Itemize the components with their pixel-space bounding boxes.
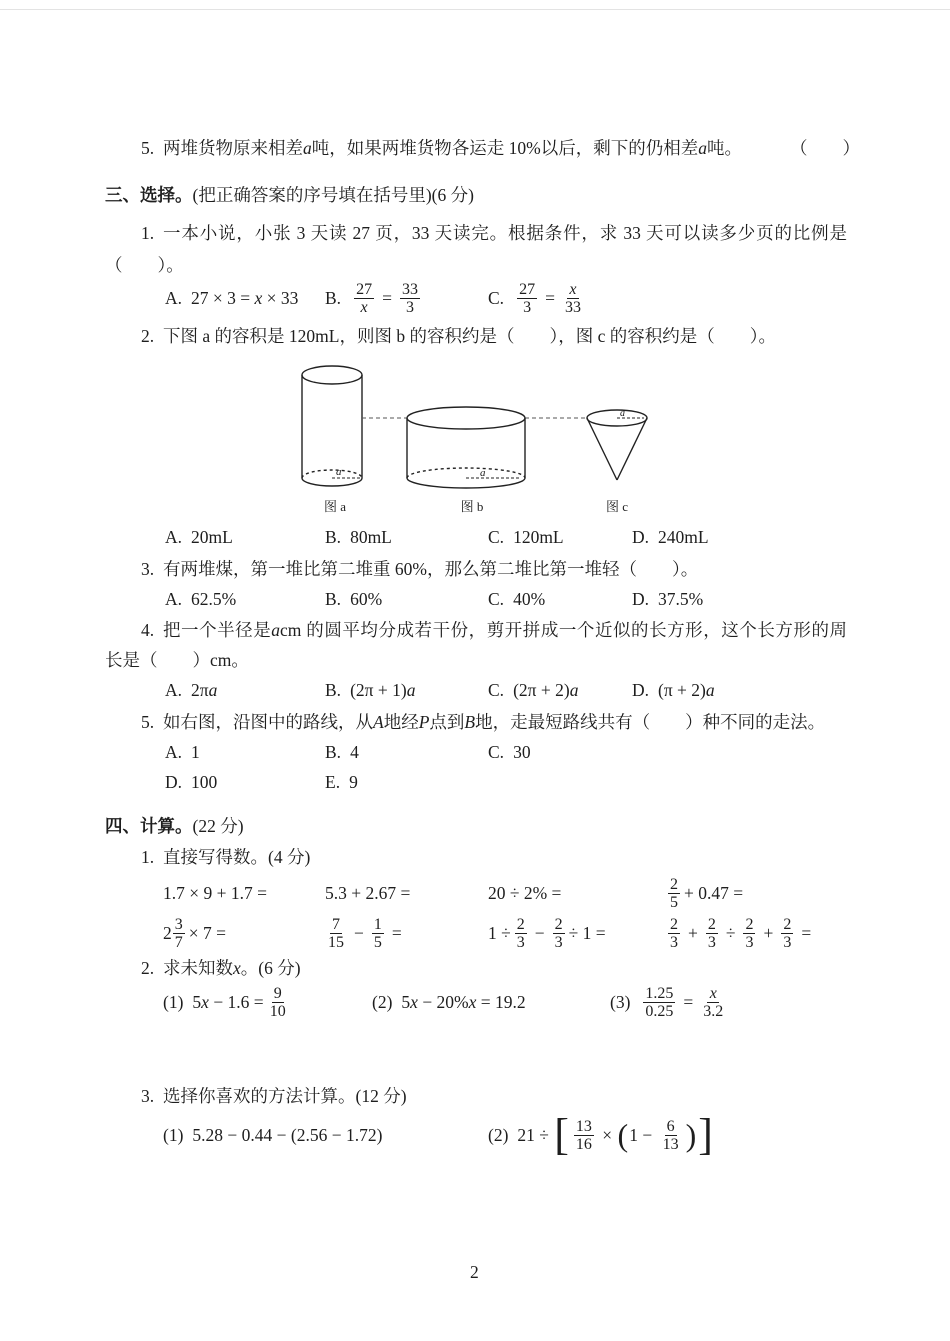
text-segment: 地经 — [383, 712, 419, 732]
radius-mark: a — [336, 466, 342, 478]
figure-b-caption: 图 b — [460, 499, 484, 514]
variable-a: a — [208, 680, 218, 700]
expr-text: + 0.47 = — [684, 882, 744, 903]
fraction — [268, 985, 288, 1020]
s3-q2-number: 2. — [141, 326, 155, 346]
text-segment: 如右图，沿图中的路线，从 — [163, 712, 373, 732]
fraction — [515, 916, 527, 951]
s3-q4-option-d — [632, 678, 715, 702]
option-label: A. — [165, 287, 183, 308]
left-bracket: [ — [554, 1110, 569, 1159]
option-label: B. — [325, 287, 342, 308]
cylinder-a-base-front — [302, 478, 362, 486]
option-text: 80mL — [350, 527, 392, 547]
equals-sign: = — [801, 922, 812, 943]
fraction — [173, 916, 185, 951]
item-label: (1) — [163, 991, 184, 1012]
s3-q1-number: 1. — [141, 223, 155, 243]
expr-text: × 7 = — [188, 922, 226, 943]
s4-q2-number: 2. — [141, 958, 155, 978]
denominator: 16 — [575, 1135, 592, 1153]
calc-item — [664, 913, 815, 953]
s3-q4-option-c — [488, 678, 578, 702]
equals-sign: = — [683, 991, 694, 1012]
s3-q2-option-c — [488, 525, 564, 549]
s3-q4-number: 4. — [141, 620, 155, 640]
denominator: 3 — [523, 298, 532, 316]
fraction — [701, 985, 725, 1020]
denominator: 15 — [328, 933, 344, 951]
expr-text: 21 ÷ — [517, 1124, 554, 1145]
option-label: B. — [325, 742, 342, 762]
cylinder-a — [302, 366, 362, 486]
left-paren: ( — [617, 1117, 629, 1153]
text-segment: 求未知数 — [163, 958, 233, 978]
fraction — [563, 281, 583, 316]
s4-q2-text — [163, 956, 301, 980]
numerator: 2 — [670, 875, 678, 893]
s3-q2-text: 下图 a 的容积是 120mL，则图 b 的容积约是（ ），图 c 的容积约是（ ）。 — [163, 326, 776, 346]
denominator: 3 — [516, 933, 525, 951]
s3-q3-option-c — [488, 587, 545, 611]
fraction — [661, 1118, 681, 1153]
denominator: x — [360, 298, 368, 316]
numerator: 1 — [373, 915, 382, 933]
cone-c-right-side — [617, 418, 647, 480]
fraction — [354, 281, 374, 316]
denominator: 7 — [174, 933, 183, 951]
s3-q2-option-b — [325, 525, 392, 549]
option-label: A. — [165, 527, 183, 547]
text-segment: 吨，如果两堆货物各运走 10%以后，剩下的仍相差 — [311, 138, 699, 158]
option-label: C. — [488, 527, 505, 547]
variable-a: a — [705, 680, 715, 700]
numerator: 27 — [356, 280, 373, 298]
fraction — [372, 916, 384, 951]
s3-q4-option-a — [165, 678, 217, 702]
numerator: x — [567, 281, 579, 299]
section-note: (22 分) — [192, 816, 244, 836]
s3-q5-number: 5. — [141, 712, 155, 732]
variable-x: x — [410, 991, 418, 1012]
whole-number: 2 — [163, 922, 172, 943]
denominator: 33 — [564, 298, 581, 316]
numerator: 2 — [554, 915, 563, 933]
option-label: B. — [325, 527, 342, 547]
s3-q3-number: 3. — [141, 559, 155, 579]
s3-q5-option-c — [488, 740, 531, 764]
s3-q2-option-d — [632, 525, 709, 549]
point-p: P — [418, 712, 430, 732]
fraction — [326, 916, 346, 951]
s3-q1-option-a — [165, 278, 298, 318]
expr-text: ÷ 1 = — [568, 922, 606, 943]
point-a: A — [373, 712, 384, 732]
text-segment: 。(6 分) — [240, 958, 301, 978]
fraction — [517, 281, 537, 316]
s3-q5-text — [163, 710, 825, 734]
option-label: E. — [325, 772, 341, 792]
denominator: 3.2 — [703, 1002, 724, 1020]
variable-a: a — [569, 680, 579, 700]
section4-heading — [105, 814, 244, 838]
option-label: A. — [165, 589, 183, 609]
fraction — [553, 916, 565, 951]
cylinder-b-top — [407, 407, 525, 429]
expr-text: 5.3 + 2.67 = — [325, 882, 411, 903]
cylinder-b — [407, 407, 525, 488]
s3-q4-text-line2: 长是（ ）cm。 — [105, 650, 249, 670]
option-label: C. — [488, 680, 505, 700]
variable-x: x — [201, 991, 209, 1012]
text-segment: 地，走最短路线共有（ ）种不同的走法。 — [475, 712, 826, 732]
equals-sign: = — [391, 922, 402, 943]
operator: − — [354, 922, 364, 943]
calc-item — [163, 913, 226, 953]
option-label: C. — [488, 287, 505, 308]
right-bracket: ] — [698, 1110, 713, 1159]
cone-c-left-side — [587, 418, 617, 480]
point-b: B — [464, 712, 476, 732]
operator: − — [534, 922, 545, 943]
variable-a: a — [303, 138, 312, 158]
fraction — [781, 916, 793, 951]
option-text: 30 — [513, 742, 531, 762]
answer-parentheses: （ ） — [790, 138, 860, 158]
operator: × — [597, 1124, 617, 1145]
numerator: 7 — [332, 915, 340, 933]
numerator: 13 — [575, 1117, 592, 1135]
fraction — [668, 916, 680, 951]
expr-text: (2π + 1) — [350, 680, 407, 700]
container-figure — [280, 355, 650, 520]
numerator: 2 — [707, 915, 716, 933]
denominator: 5 — [670, 893, 678, 911]
item-label: (3) — [610, 991, 631, 1012]
section-title: 三、选择。 — [105, 185, 193, 205]
s4-q1-number: 1. — [141, 847, 155, 867]
s3-q3-option-a — [165, 587, 236, 611]
numerator: x — [707, 985, 719, 1003]
equation-item-1 — [163, 982, 292, 1022]
denominator: 3 — [670, 933, 678, 951]
denominator: 0.25 — [645, 1002, 674, 1020]
variable-x: x — [233, 958, 241, 978]
denominator: 3 — [745, 933, 754, 951]
option-text: 40% — [513, 589, 546, 609]
s3-q4-option-b — [325, 678, 415, 702]
s4-q1-text: 直接写得数。(4 分) — [163, 847, 311, 867]
numerator: 9 — [273, 984, 282, 1002]
fraction — [743, 916, 755, 951]
figure-c-caption: 图 c — [605, 499, 629, 514]
expr-text: 5.28 − 0.44 − (2.56 − 1.72) — [192, 1124, 383, 1145]
s3-q1-option-b — [325, 278, 424, 318]
s3-q4-text-line1 — [163, 618, 847, 642]
calc-item — [664, 873, 743, 913]
page-number: 2 — [470, 1262, 479, 1282]
operator: ÷ — [725, 922, 736, 943]
denominator: 3 — [554, 933, 563, 951]
fraction — [400, 281, 420, 316]
s3-q2-option-a — [165, 525, 233, 549]
right-paren: ) — [685, 1117, 697, 1153]
option-label: A. — [165, 742, 183, 762]
expr-text: − 1.6 = — [208, 991, 264, 1012]
item-label: (2) — [488, 1124, 509, 1145]
calc-item — [325, 873, 410, 913]
option-text: 62.5% — [191, 589, 237, 609]
expr-text: 1 ÷ — [488, 922, 511, 943]
operator: + — [763, 922, 774, 943]
judge-q5-number: 5. — [141, 138, 155, 158]
s3-q3-option-b — [325, 587, 382, 611]
operator: + — [688, 922, 698, 943]
denominator: 13 — [662, 1135, 679, 1153]
numerator: 2 — [670, 915, 678, 933]
expr-text: (2π + 2) — [513, 680, 570, 700]
text-segment: cm 的圆平均分成若干份，剪开拼成一个近似的长方形，这个长方形的周 — [280, 620, 847, 640]
equals-sign: = — [382, 287, 392, 308]
option-label: D. — [165, 772, 183, 792]
numerator: 2 — [516, 915, 525, 933]
equals-sign: = — [545, 287, 555, 308]
cylinder-b-base-back — [407, 468, 525, 478]
option-label: C. — [488, 589, 505, 609]
option-label: C. — [488, 742, 505, 762]
page-top-border — [0, 9, 950, 10]
fraction — [706, 916, 718, 951]
option-text: 9 — [349, 772, 358, 792]
s4-q3-text: 选择你喜欢的方法计算。(12 分) — [163, 1086, 407, 1106]
denominator: 3 — [707, 933, 716, 951]
numerator: 1.25 — [645, 984, 674, 1002]
option-text: 120mL — [513, 527, 564, 547]
expr-text: 1 − — [629, 1124, 657, 1145]
option-label: D. — [632, 589, 650, 609]
option-text: 1 — [191, 742, 200, 762]
option-label: D. — [632, 527, 650, 547]
calc-item — [488, 913, 606, 953]
expr-text: (π + 2) — [658, 680, 706, 700]
variable-x: x — [468, 991, 477, 1012]
s3-q5-option-b — [325, 740, 359, 764]
s3-q5-option-d — [165, 770, 217, 794]
expr-text: 27 × 3 = — [191, 287, 255, 308]
option-text: 240mL — [658, 527, 709, 547]
numerator: 27 — [519, 280, 536, 298]
s3-q5-option-e — [325, 770, 358, 794]
s3-q1-option-c — [488, 278, 587, 318]
s3-q3-text: 有两堆煤，第一堆比第二堆重 60%，那么第二堆比第一堆轻（ ）。 — [163, 559, 699, 579]
fraction — [574, 1118, 594, 1153]
s4-q3-number: 3. — [141, 1086, 155, 1106]
equation-item-3 — [610, 982, 729, 1022]
numerator: 2 — [783, 915, 792, 933]
calc-method-item-2 — [488, 1109, 714, 1161]
expr-text: 5 — [401, 991, 411, 1012]
section-note: (把正确答案的序号填在括号里)(6 分) — [192, 185, 474, 205]
option-text: 4 — [350, 742, 359, 762]
text-segment: 把一个半径是 — [163, 620, 272, 640]
option-text: 100 — [191, 772, 218, 792]
option-label: D. — [632, 680, 650, 700]
variable-a: a — [698, 138, 707, 158]
calc-item — [163, 873, 267, 913]
option-label: A. — [165, 680, 183, 700]
denominator: 5 — [373, 933, 382, 951]
fraction — [643, 985, 675, 1020]
calc-item — [488, 873, 561, 913]
expr-text: 2π — [191, 680, 209, 700]
item-label: (2) — [372, 991, 393, 1012]
option-text: 20mL — [191, 527, 233, 547]
numerator: 33 — [401, 280, 418, 298]
variable-a: a — [271, 620, 280, 640]
item-label: (1) — [163, 1124, 184, 1145]
text-segment: 点到 — [429, 712, 465, 732]
variable-a: a — [406, 680, 416, 700]
expr-text: × 33 — [262, 287, 299, 308]
expr-text: 1.7 × 9 + 1.7 = — [163, 882, 267, 903]
variable-x: x — [254, 287, 263, 308]
calc-item — [322, 913, 406, 953]
figure-a-caption: 图 a — [323, 499, 347, 514]
cone-c — [587, 410, 647, 480]
s3-q5-option-a — [165, 740, 200, 764]
text-segment: 两堆货物原来相差 — [163, 138, 303, 158]
judge-q5-text — [163, 136, 742, 160]
denominator: 10 — [269, 1002, 286, 1020]
equation-item-2 — [372, 982, 526, 1022]
cylinder-a-base-back — [302, 470, 362, 478]
radius-mark: a — [480, 467, 486, 479]
denominator: 3 — [783, 933, 792, 951]
expr-text: 5 — [192, 991, 202, 1012]
radius-mark: a — [620, 408, 625, 419]
text-segment: 吨。 — [706, 138, 742, 158]
expr-text: 20 ÷ 2% = — [488, 882, 562, 903]
numerator: 2 — [745, 915, 754, 933]
s3-q1-text-line1: 一本小说，小张 3 天读 27 页，33 天读完。根据条件，求 33 天可以读多少页的比例是 — [163, 223, 847, 243]
calc-method-item-1 — [163, 1109, 382, 1161]
option-text: 37.5% — [658, 589, 704, 609]
s3-q1-text-line2: （ ）。 — [105, 255, 184, 275]
s3-q3-option-d — [632, 587, 703, 611]
expr-text: − 20% — [417, 991, 469, 1012]
expr-text: = 19.2 — [476, 991, 526, 1012]
section3-heading — [105, 183, 474, 207]
option-label: B. — [325, 680, 342, 700]
option-text: 60% — [350, 589, 383, 609]
cylinder-a-top — [302, 366, 362, 384]
denominator: 3 — [405, 298, 414, 316]
fraction — [668, 876, 680, 911]
numerator: 3 — [174, 915, 183, 933]
cylinder-b-base-front — [407, 478, 525, 488]
section-title: 四、计算。 — [105, 816, 193, 836]
option-label: B. — [325, 589, 342, 609]
numerator: 6 — [666, 1117, 675, 1135]
